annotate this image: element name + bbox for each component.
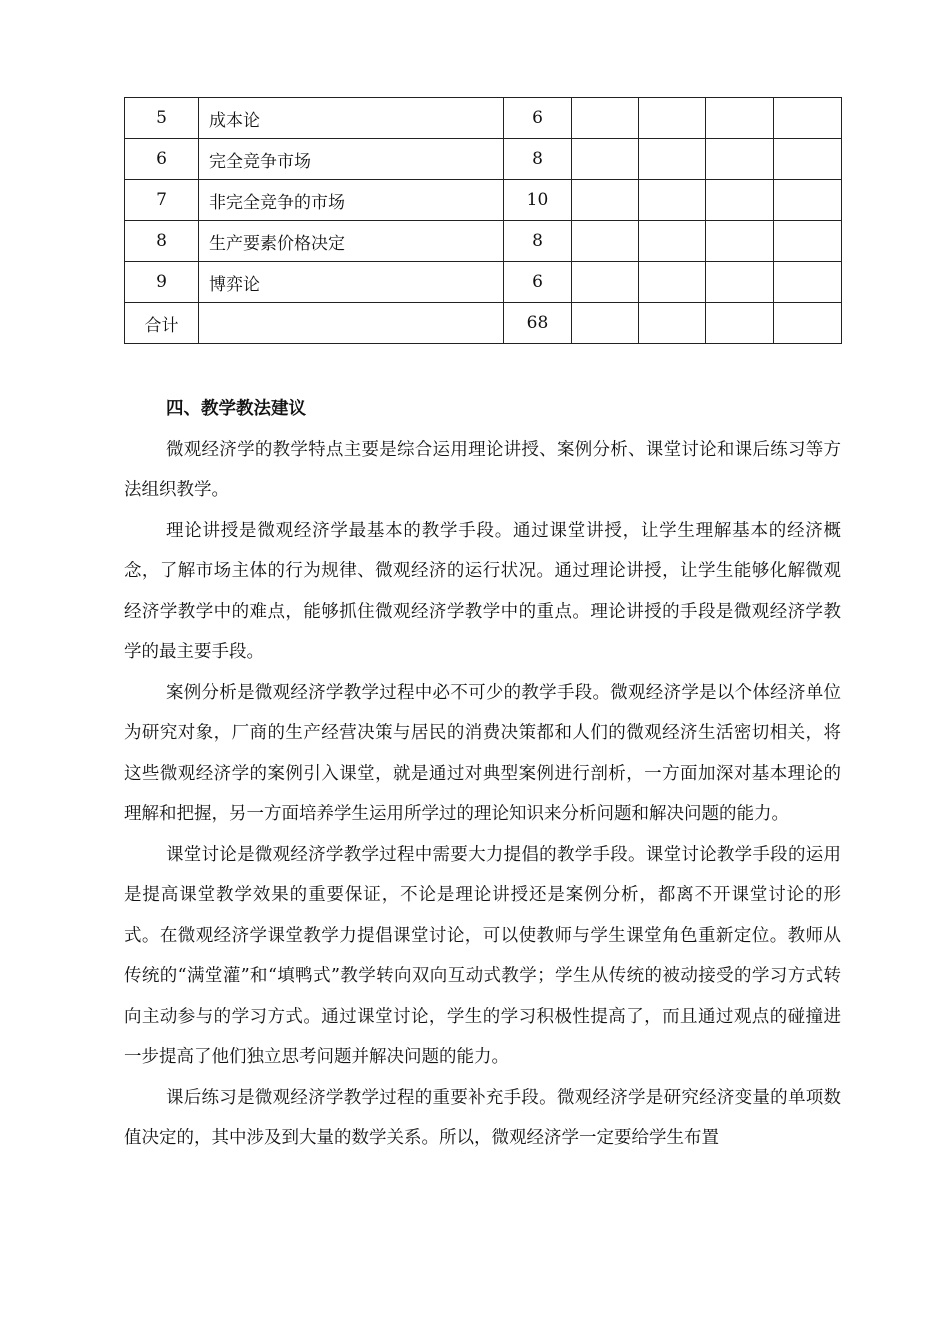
row-number: 5 xyxy=(125,98,199,139)
empty-cell xyxy=(706,98,774,139)
paragraph-exercises: 课后练习是微观经济学教学过程的重要补充手段。微观经济学是研究经济变量的单项数值决定的，其中涉及到大量的数学关系。所以，微观经济学一定要给学生布置 xyxy=(124,1087,841,1148)
empty-cell xyxy=(572,221,639,262)
empty-cell xyxy=(572,139,639,180)
section-title: 四、教学教法建议 xyxy=(166,399,306,419)
empty-cell xyxy=(706,303,774,344)
chapter-name: 成本论 xyxy=(199,98,504,139)
empty-cell xyxy=(572,180,639,221)
paragraph-overview: 微观经济学的教学特点主要是综合运用理论讲授、案例分析、课堂讨论和课后练习等方法组织教学。 xyxy=(124,439,841,500)
paragraph-lecture: 理论讲授是微观经济学最基本的教学手段。通过课堂讲授，让学生理解基本的经济概念，了解市场主体的行为规律、微观经济的运行状况。通过理论讲授，让学生能够化解微观经济学教学中的难点，能够抓住微观经济学教学中的重点。理论讲授的手段是微观经济学教学的最主要手段。 xyxy=(124,520,841,662)
empty-cell xyxy=(706,139,774,180)
empty-cell xyxy=(639,98,706,139)
empty-cell xyxy=(774,221,842,262)
table-row xyxy=(125,139,842,180)
empty-cell xyxy=(774,303,842,344)
table-row xyxy=(125,98,842,139)
chapter-name: 完全竞争市场 xyxy=(199,139,504,180)
empty-cell xyxy=(774,139,842,180)
table-row-total xyxy=(125,303,842,344)
empty-cell xyxy=(639,262,706,303)
teaching-methods-section xyxy=(124,389,841,1159)
empty-cell xyxy=(639,221,706,262)
empty-cell xyxy=(706,221,774,262)
empty-cell xyxy=(639,180,706,221)
chapter-name xyxy=(199,303,504,344)
empty-cell xyxy=(774,98,842,139)
paragraph-case-analysis: 案例分析是微观经济学教学过程中必不可少的教学手段。微观经济学是以个体经济单位为研究对象，厂商的生产经营决策与居民的消费决策都和人们的微观经济生活密切相关，将这些微观经济学的案例引入课堂，就是通过对典型案例进行剖析，一方面加深对基本理论的理解和把握，另一方面培养学生运用所学过的理论知识来分析问题和解决问题的能力。 xyxy=(124,682,841,824)
empty-cell xyxy=(639,139,706,180)
empty-cell xyxy=(572,303,639,344)
row-number: 9 xyxy=(125,262,199,303)
empty-cell xyxy=(774,180,842,221)
course-hours-table xyxy=(124,97,842,344)
hours-cell: 6 xyxy=(504,98,572,139)
paragraph-discussion: 课堂讨论是微观经济学教学过程中需要大力提倡的教学手段。课堂讨论教学手段的运用是提高课堂教学效果的重要保证，不论是理论讲授还是案例分析，都离不开课堂讨论的形式。在微观经济学课堂教学力提倡课堂讨论，可以使教师与学生课堂角色重新定位。教师从传统的“满堂灌”和“填鸭式”教学转向双向互动式教学；学生从传统的被动接受的学习方式转向主动参与的学习方式。通过课堂讨论，学生的学习积极性提高了，而且通过观点的碰撞进一步提高了他们独立思考问题并解决问题的能力。 xyxy=(124,844,841,1067)
table-row xyxy=(125,262,842,303)
empty-cell xyxy=(706,180,774,221)
hours-cell: 6 xyxy=(504,262,572,303)
chapter-name: 生产要素价格决定 xyxy=(199,221,504,262)
row-number: 6 xyxy=(125,139,199,180)
total-label: 合计 xyxy=(125,303,199,344)
hours-cell: 10 xyxy=(504,180,572,221)
row-number: 7 xyxy=(125,180,199,221)
table-row xyxy=(125,180,842,221)
empty-cell xyxy=(572,98,639,139)
table-row xyxy=(125,221,842,262)
empty-cell xyxy=(706,262,774,303)
row-number: 8 xyxy=(125,221,199,262)
empty-cell xyxy=(572,262,639,303)
hours-cell: 8 xyxy=(504,139,572,180)
hours-cell: 8 xyxy=(504,221,572,262)
chapter-name: 非完全竞争的市场 xyxy=(199,180,504,221)
chapter-name: 博弈论 xyxy=(199,262,504,303)
empty-cell xyxy=(774,262,842,303)
total-hours: 68 xyxy=(504,303,572,344)
empty-cell xyxy=(639,303,706,344)
